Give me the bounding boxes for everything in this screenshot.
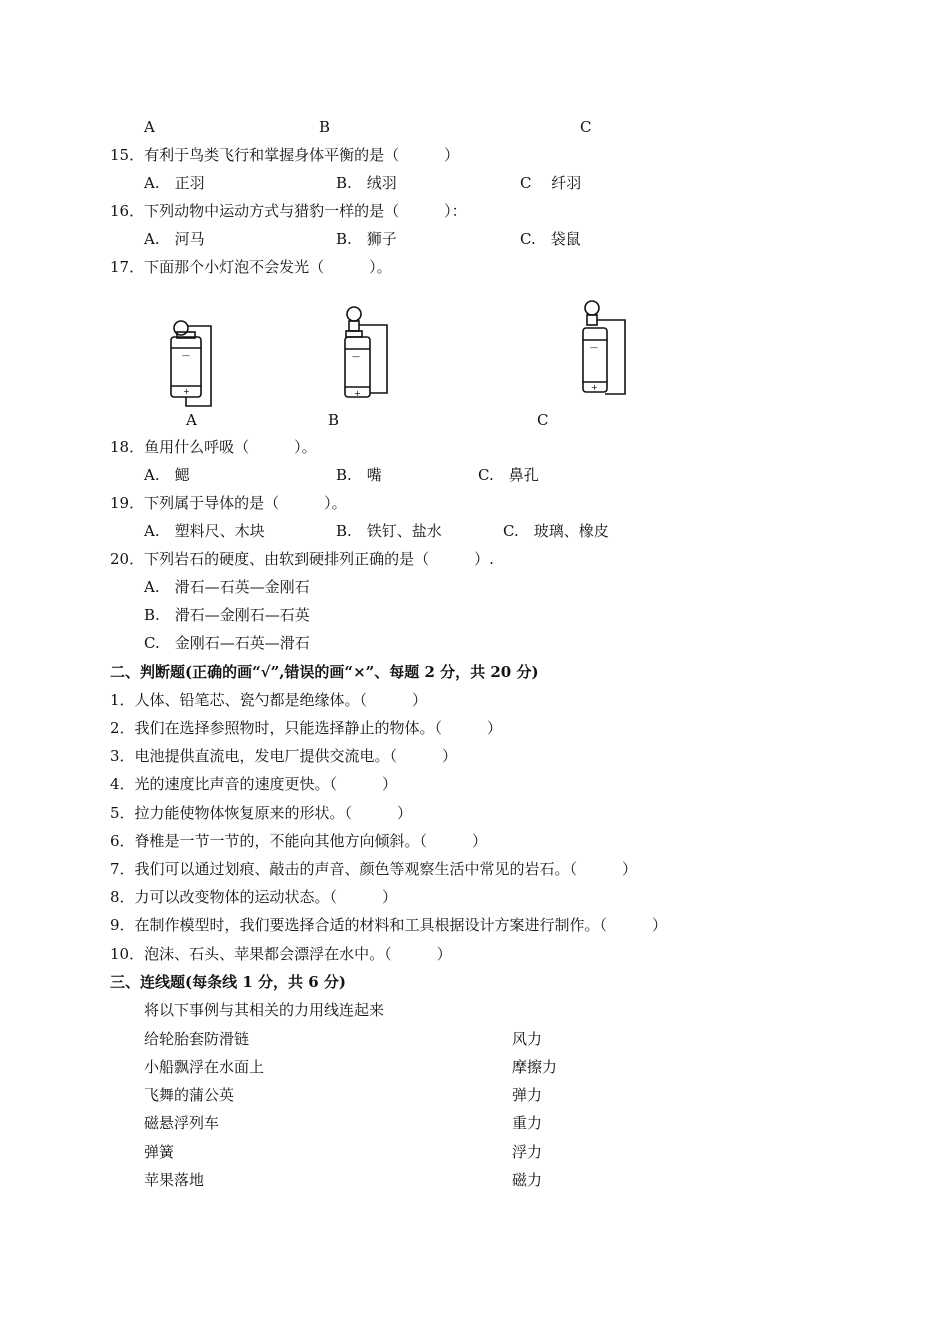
match-right-4: 重力 bbox=[512, 1114, 543, 1132]
q19-option-c: C. 玻璃、橡皮 bbox=[503, 522, 609, 540]
prev-figure-label-b: B bbox=[319, 118, 331, 136]
question-19: 19．下列属于导体的是（ ）。 bbox=[110, 494, 347, 512]
judge-item-2: 2．我们在选择参照物时，只能选择静止的物体。（ ） bbox=[110, 719, 503, 737]
match-right-3: 弹力 bbox=[512, 1086, 543, 1104]
q18-option-b: B. 嘴 bbox=[336, 466, 382, 484]
q16-option-b: B. 狮子 bbox=[336, 230, 397, 248]
q20-option-a: A. 滑石—石英—金刚石 bbox=[144, 578, 310, 596]
wire-icon bbox=[597, 320, 625, 394]
q19-option-b: B. 铁钉、盐水 bbox=[336, 522, 442, 540]
section-2-title: 二、判断题(正确的画“√”,错误的画“×”、每题 2 分，共 20 分) bbox=[110, 663, 539, 681]
match-left-1: 给轮胎套防滑链 bbox=[144, 1030, 250, 1048]
bulb-icon bbox=[174, 321, 188, 335]
judge-item-5: 5．拉力能使物体恢复原来的形状。（ ） bbox=[110, 804, 413, 822]
q16-option-a: A. 河马 bbox=[144, 230, 205, 248]
bulb-base-icon bbox=[587, 315, 597, 325]
question-20: 20．下列岩石的硬度、由软到硬排列正确的是（ ）. bbox=[110, 550, 494, 568]
match-left-2: 小船飘浮在水面上 bbox=[144, 1058, 265, 1076]
question-17: 17．下面那个小灯泡不会发光（ ）。 bbox=[110, 258, 392, 276]
section-3-instruction: 将以下事例与其相关的力用线连起来 bbox=[144, 1001, 385, 1019]
q15-option-b: B. 绒羽 bbox=[336, 174, 397, 192]
match-right-6: 磁力 bbox=[512, 1171, 543, 1189]
q15-option-c: C 纤羽 bbox=[520, 174, 582, 192]
judge-item-6: 6．脊椎是一节一节的，不能向其他方向倾斜。（ ） bbox=[110, 832, 488, 850]
question-18: 18．鱼用什么呼吸（ ）。 bbox=[110, 438, 317, 456]
q20-option-b: B. 滑石—金刚石—石英 bbox=[144, 606, 310, 624]
svg-text:+: + bbox=[591, 383, 598, 392]
svg-text:+: + bbox=[354, 389, 361, 398]
judge-item-4: 4．光的速度比声音的速度更快。（ ） bbox=[110, 775, 398, 793]
q18-option-c: C. 鼻孔 bbox=[478, 466, 539, 484]
question-15: 15．有利于鸟类飞行和掌握身体平衡的是（ ） bbox=[110, 146, 460, 164]
svg-text:—: — bbox=[182, 351, 190, 360]
prev-figure-label-c: C bbox=[580, 118, 592, 136]
q17-figure-label-a: A bbox=[186, 411, 197, 429]
judge-item-3: 3．电池提供直流电，发电厂提供交流电。（ ） bbox=[110, 747, 458, 765]
judge-item-1: 1．人体、铅笔芯、瓷勺都是绝缘体。（ ） bbox=[110, 691, 428, 709]
bulb-base-icon bbox=[349, 321, 359, 331]
section-3-title: 三、连线题(每条线 1 分，共 6 分) bbox=[110, 973, 346, 991]
match-right-5: 浮力 bbox=[512, 1143, 543, 1161]
match-left-4: 磁悬浮列车 bbox=[144, 1114, 220, 1132]
circuit-figure-a bbox=[155, 320, 225, 410]
battery-body-icon bbox=[345, 337, 370, 397]
svg-text:—: — bbox=[352, 352, 360, 361]
prev-figure-label-a: A bbox=[144, 118, 155, 136]
bulb-icon bbox=[347, 307, 361, 321]
wire-icon bbox=[359, 325, 387, 393]
match-left-6: 苹果落地 bbox=[144, 1171, 205, 1189]
circuit-figure-c bbox=[575, 298, 635, 410]
svg-text:—: — bbox=[590, 343, 598, 352]
q18-option-a: A. 鳃 bbox=[144, 466, 190, 484]
match-right-2: 摩擦力 bbox=[512, 1058, 558, 1076]
svg-text:+: + bbox=[183, 387, 190, 396]
judge-item-10: 10．泡沫、石头、苹果都会漂浮在水中。（ ） bbox=[110, 945, 452, 963]
match-right-1: 风力 bbox=[512, 1030, 543, 1048]
q17-figure-label-b: B bbox=[328, 411, 340, 429]
q19-option-a: A. 塑料尺、木块 bbox=[144, 522, 265, 540]
question-16: 16．下列动物中运动方式与猎豹一样的是（ ）： bbox=[110, 202, 467, 220]
match-left-3: 飞舞的蒲公英 bbox=[144, 1086, 235, 1104]
match-left-5: 弹簧 bbox=[144, 1143, 175, 1161]
judge-item-9: 9．在制作模型时，我们要选择合适的材料和工具根据设计方案进行制作。（ ） bbox=[110, 916, 668, 934]
judge-item-8: 8．力可以改变物体的运动状态。（ ） bbox=[110, 888, 398, 906]
circuit-figure-b bbox=[335, 305, 395, 410]
q17-figure-label-c: C bbox=[537, 411, 549, 429]
q15-option-a: A. 正羽 bbox=[144, 174, 205, 192]
bulb-icon bbox=[585, 301, 599, 315]
q20-option-c: C. 金刚石—石英—滑石 bbox=[144, 634, 310, 652]
judge-item-7: 7．我们可以通过划痕、敲击的声音、颜色等观察生活中常见的岩石。（ ） bbox=[110, 860, 638, 878]
q16-option-c: C. 袋鼠 bbox=[520, 230, 581, 248]
